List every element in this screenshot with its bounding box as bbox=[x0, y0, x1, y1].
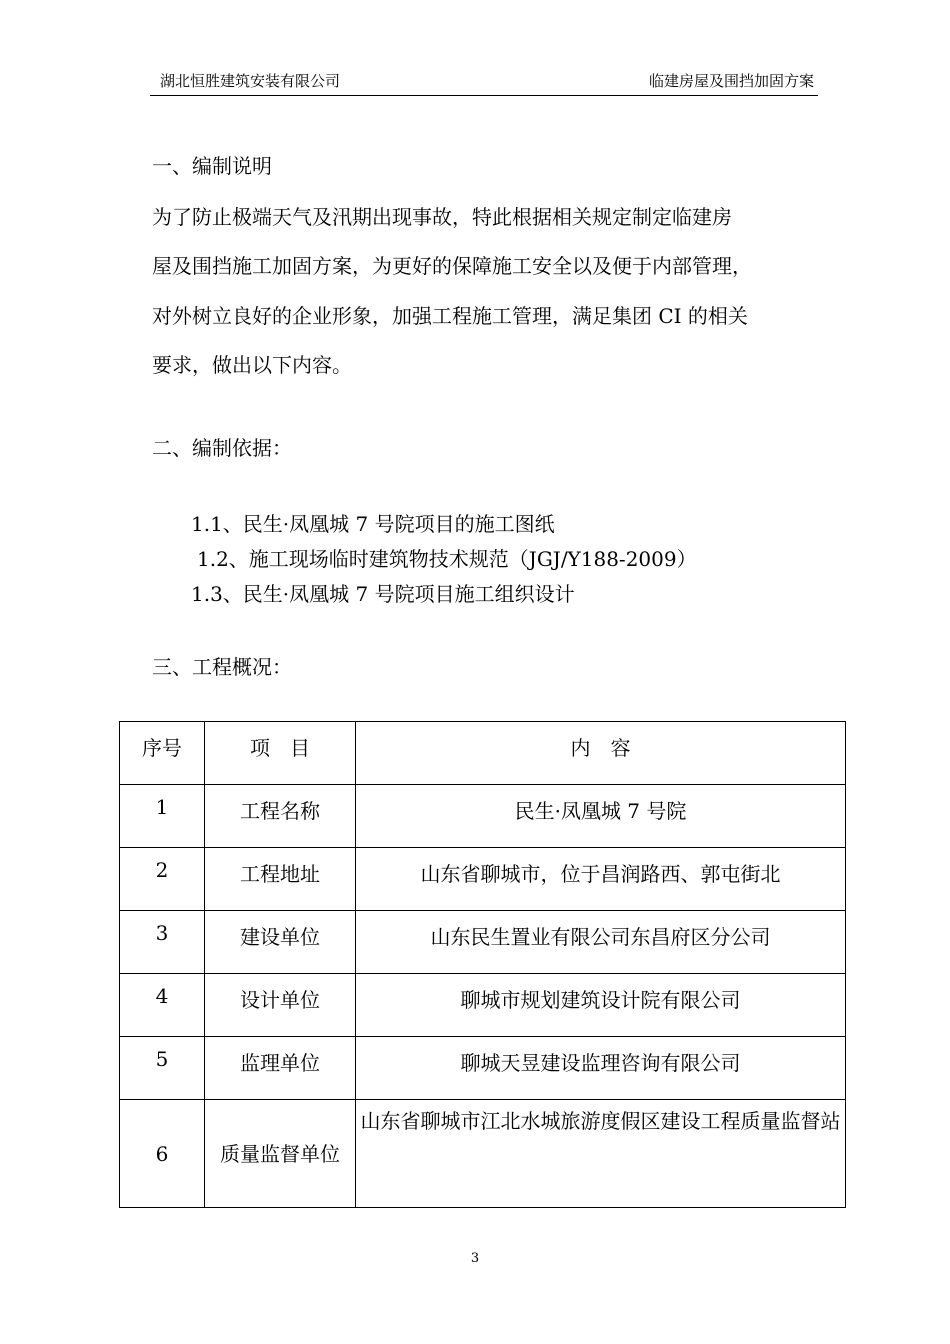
cell-index: 5 bbox=[120, 1037, 205, 1100]
cell-content: 民生·凤凰城 7 号院 bbox=[356, 785, 846, 848]
table-row bbox=[120, 848, 846, 911]
header-cell-index: 序号 bbox=[120, 722, 205, 785]
cell-item: 监理单位 bbox=[205, 1037, 356, 1100]
page-header bbox=[150, 64, 818, 94]
reference-item: 1.3、民生·凤凰城 7 号院项目施工组织设计 bbox=[191, 582, 575, 606]
table-row bbox=[120, 1100, 846, 1208]
cell-item: 工程名称 bbox=[205, 785, 356, 848]
table-row bbox=[120, 1037, 846, 1100]
cell-item: 质量监督单位 bbox=[205, 1100, 356, 1208]
cell-content: 山东民生置业有限公司东昌府区分公司 bbox=[356, 911, 846, 974]
cell-item: 建设单位 bbox=[205, 911, 356, 974]
section1-line-2: 屋及围挡施工加固方案，为更好的保障施工安全以及便于内部管理， bbox=[152, 254, 752, 278]
header-rule bbox=[150, 95, 818, 96]
section1-heading: 一、编制说明 bbox=[152, 154, 272, 178]
cell-index: 2 bbox=[120, 848, 205, 911]
cell-content: 聊城市规划建筑设计院有限公司 bbox=[356, 974, 846, 1037]
reference-item: 1.2、施工现场临时建筑物技术规范（JGJ/Y188-2009） bbox=[197, 547, 697, 571]
header-cell-content: 内 容 bbox=[356, 722, 846, 785]
cell-index: 6 bbox=[120, 1100, 205, 1208]
page-number: 3 bbox=[470, 1251, 480, 1266]
cell-item: 设计单位 bbox=[205, 974, 356, 1037]
header-cell-item: 项 目 bbox=[205, 722, 356, 785]
cell-index: 3 bbox=[120, 911, 205, 974]
section1-line-3: 对外树立良好的企业形象，加强工程施工管理，满足集团 CI 的相关 bbox=[152, 304, 748, 328]
table-row bbox=[120, 911, 846, 974]
table-header-row bbox=[120, 722, 846, 785]
cell-content: 聊城天昱建设监理咨询有限公司 bbox=[356, 1037, 846, 1100]
header-doc-title: 临建房屋及围挡加固方案 bbox=[648, 72, 814, 90]
section2-heading: 二、编制依据： bbox=[152, 436, 292, 460]
cell-content: 山东省聊城市江北水城旅游度假区建设工程质量监督站 bbox=[356, 1100, 846, 1208]
section3-heading: 三、工程概况： bbox=[152, 655, 292, 679]
cell-item: 工程地址 bbox=[205, 848, 356, 911]
table-row bbox=[120, 974, 846, 1037]
cell-index: 4 bbox=[120, 974, 205, 1037]
table-row bbox=[120, 785, 846, 848]
header-company: 湖北恒胜建筑安装有限公司 bbox=[160, 72, 341, 90]
cell-content: 山东省聊城市，位于昌润路西、郭屯街北 bbox=[356, 848, 846, 911]
section1-line-1: 为了防止极端天气及汛期出现事故，特此根据相关规定制定临建房 bbox=[152, 205, 732, 229]
section1-line-4: 要求，做出以下内容。 bbox=[152, 353, 352, 377]
cell-index: 1 bbox=[120, 785, 205, 848]
project-overview-table bbox=[119, 721, 846, 1208]
reference-item: 1.1、民生·凤凰城 7 号院项目的施工图纸 bbox=[191, 512, 555, 536]
